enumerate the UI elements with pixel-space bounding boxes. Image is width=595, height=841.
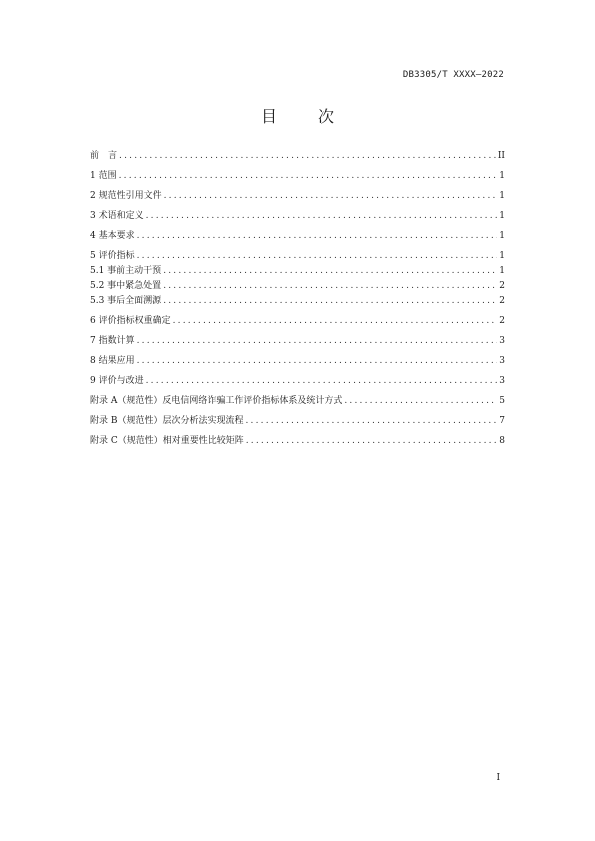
toc-entry-5[interactable] — [90, 250, 505, 262]
toc-entry-label: 附录 A（规范性）反电信网络诈骗工作评价指标体系及统计方式 — [90, 396, 343, 406]
toc-entry-preface[interactable] — [90, 150, 505, 162]
toc-leader-dots — [245, 415, 497, 427]
toc-entry-5-2[interactable] — [90, 280, 505, 292]
toc-entry-label: 8 结果应用 — [90, 356, 135, 366]
toc-entry-label: 9 评价与改进 — [90, 376, 144, 386]
toc-entry-6[interactable] — [90, 315, 505, 327]
toc-entry-label: 5 评价指标 — [90, 251, 135, 261]
toc-entry-page: 2 — [499, 316, 505, 326]
toc-entry-label: 1 范围 — [90, 171, 117, 181]
toc-entry-label: 5.1 事前主动干预 — [90, 266, 162, 276]
toc-entry-label: 附录 B（规范性）层次分析法实现流程 — [90, 416, 244, 426]
toc-entry-appendix-c[interactable] — [90, 435, 505, 447]
toc-leader-dots — [173, 315, 498, 327]
toc-entry-label: 前 言 — [90, 151, 118, 161]
toc-entry-page: 3 — [499, 336, 505, 346]
toc-entry-4[interactable] — [90, 230, 505, 242]
toc-leader-dots — [137, 230, 498, 242]
toc-entry-label: 6 评价指标权重确定 — [90, 316, 171, 326]
toc-entry-page: 1 — [499, 211, 505, 221]
toc-entry-label: 附录 C（规范性）相对重要性比较矩阵 — [90, 436, 244, 446]
page-number: I — [496, 773, 500, 783]
document-code: DB3305/T XXXX—2022 — [402, 70, 504, 80]
toc-entry-3[interactable] — [90, 210, 505, 222]
page-title: 目 次 — [260, 107, 353, 126]
toc-leader-dots — [137, 250, 498, 262]
toc-entry-5-1[interactable] — [90, 265, 505, 277]
toc-entry-appendix-b[interactable] — [90, 415, 505, 427]
toc-leader-dots — [246, 435, 498, 447]
toc-entry-appendix-a[interactable] — [90, 395, 505, 407]
toc-leader-dots — [164, 190, 498, 202]
toc-entry-page: 3 — [499, 356, 505, 366]
toc-entry-5-3[interactable] — [90, 295, 505, 307]
toc-entry-page: 1 — [499, 171, 505, 181]
toc-entry-9[interactable] — [90, 375, 505, 387]
toc-leader-dots — [163, 265, 497, 277]
toc-entry-page: 3 — [499, 376, 505, 386]
toc-leader-dots — [119, 150, 496, 162]
toc-leader-dots — [137, 335, 498, 347]
toc-leader-dots — [163, 295, 497, 307]
toc-entry-page: 8 — [499, 436, 505, 446]
toc-entry-label: 2 规范性引用文件 — [90, 191, 162, 201]
toc-leader-dots — [163, 280, 497, 292]
toc-entry-label: 7 指数计算 — [90, 336, 135, 346]
toc-leader-dots — [119, 170, 498, 182]
toc-entry-label: 5.3 事后全面溯源 — [90, 296, 162, 306]
toc-leader-dots — [137, 355, 498, 367]
toc-leader-dots — [146, 210, 498, 222]
toc-entry-label: 5.2 事中紧急处置 — [90, 281, 162, 291]
toc-entry-1[interactable] — [90, 170, 505, 182]
toc-entry-label: 4 基本要求 — [90, 231, 135, 241]
toc-entry-7[interactable] — [90, 335, 505, 347]
toc-entry-8[interactable] — [90, 355, 505, 367]
table-of-contents — [90, 150, 505, 447]
toc-entry-page: 1 — [499, 191, 505, 201]
toc-entry-page: 1 — [499, 231, 505, 241]
toc-entry-page: 2 — [499, 296, 505, 306]
toc-leader-dots — [146, 375, 498, 387]
toc-entry-page: 7 — [499, 416, 505, 426]
toc-entry-page: 1 — [499, 266, 505, 276]
toc-entry-label: 3 术语和定义 — [90, 211, 144, 221]
toc-entry-2[interactable] — [90, 190, 505, 202]
toc-entry-page: 1 — [499, 251, 505, 261]
toc-entry-page: 5 — [499, 396, 505, 406]
toc-entry-page: 2 — [499, 281, 505, 291]
toc-entry-page: II — [497, 151, 505, 161]
toc-leader-dots — [344, 395, 497, 407]
